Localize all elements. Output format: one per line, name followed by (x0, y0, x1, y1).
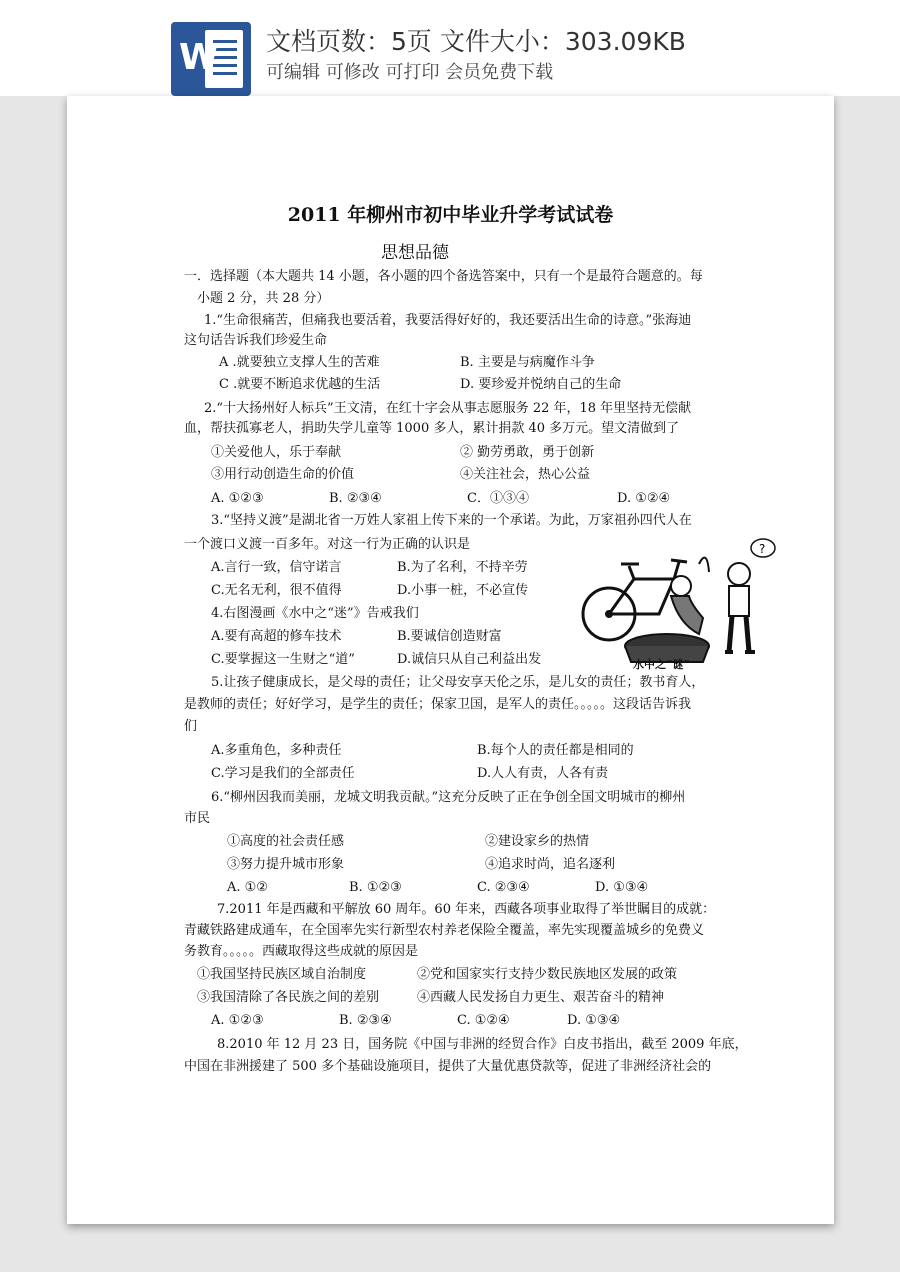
doc-line: B. ①②③ (349, 880, 402, 895)
doc-line: 1.“生命很痛苦，但痛我也要活着，我要活得好好的，我还要活出生命的诗意。”张海迪 (204, 313, 692, 328)
doc-line: A. ①②③ (211, 1013, 264, 1028)
svg-text:?: ? (759, 542, 766, 556)
doc-line: ①我国坚持民族区域自治制度 (197, 967, 367, 982)
doc-line: ② 勤劳勇敢，勇于创新 (460, 445, 595, 460)
doc-line: 8.2010 年 12 月 23 日，国务院《中国与非洲的经贸合作》白皮书指出，截至 2009 年底， (217, 1037, 748, 1052)
doc-line: 们 (184, 719, 198, 734)
doc-line: C.要掌握这一生财之“道” (211, 652, 355, 667)
doc-line: 小题 2 分，共 28 分） (197, 291, 330, 306)
doc-line: A.要有高超的修车技术 (211, 629, 342, 644)
doc-line: C.学习是我们的全部责任 (211, 766, 355, 781)
doc-line: ④追求时尚，追名逐利 (485, 857, 616, 872)
doc-line: C. ①②④ (457, 1013, 510, 1028)
doc-line: D. 要珍爱并悦纳自己的生命 (460, 377, 622, 392)
doc-line: ④关注社会，热心公益 (460, 467, 591, 482)
doc-line: 市民 (184, 811, 211, 826)
doc-line: ②建设家乡的热情 (485, 834, 590, 849)
doc-line: C .就要不断追求优越的生活 (219, 377, 381, 392)
doc-line: B. ②③④ (339, 1013, 392, 1028)
word-letter: W (179, 37, 219, 78)
doc-line: D.人人有责，人各有责 (477, 766, 609, 781)
doc-line: 青藏铁路建成通车，在全国率先实行新型农村养老保险全覆盖，率先实现覆盖城乡的免费义 (184, 923, 705, 938)
doc-line: 一个渡口义渡一百多年。对这一行为正确的认识是 (184, 537, 471, 552)
word-doc-icon (171, 22, 251, 96)
doc-line: B.每个人的责任都是相同的 (477, 743, 634, 758)
doc-line: D.小事一桩，不必宣传 (397, 583, 529, 598)
doc-line: ③努力提升城市形象 (227, 857, 345, 872)
doc-line: 中国在非洲援建了 500 多个基础设施项目，提供了大量优惠贷款等，促进了非洲经济社会的 (184, 1059, 712, 1074)
doc-line: A.多重角色，多种责任 (211, 743, 342, 758)
doc-line: 血，帮扶孤寡老人，捐助失学儿童等 1000 多人，累计捐款 40 多万元。望文清做到了 (184, 421, 680, 436)
doc-line: C.无名无利，很不值得 (211, 583, 342, 598)
doc-line: ②党和国家实行支持少数民族地区发展的政策 (417, 967, 678, 982)
doc-line: ④西藏人民发扬自力更生、艰苦奋斗的精神 (417, 990, 665, 1005)
exam-subject: 思想品德 (381, 243, 449, 263)
doc-line: B. 主要是与病魔作斗争 (460, 355, 595, 370)
doc-line: A.言行一致，信守诺言 (211, 560, 342, 575)
doc-line: 5.让孩子健康成长，是父母的责任；让父母安享天伦之乐，是儿女的责任；教书育人， (211, 675, 705, 690)
doc-line: A .就要独立支撑人生的苦难 (219, 355, 380, 370)
cartoon-illustration (579, 534, 779, 674)
doc-line: C. ②③④ (477, 880, 530, 895)
doc-line: C．①③④ (467, 491, 529, 506)
doc-line: 这句话告诉我们珍爱生命 (184, 333, 328, 348)
doc-line: D. ①③④ (567, 1013, 621, 1028)
doc-line: B.要诚信创造财富 (397, 629, 502, 644)
doc-line: D. ①②④ (617, 491, 671, 506)
doc-line: D. ①③④ (595, 880, 649, 895)
document-page (67, 96, 834, 1224)
doc-line: B.为了名利，不持辛劳 (397, 560, 528, 575)
doc-line: 6.“柳州因我而美丽，龙城文明我贡献。”这充分反映了正在争创全国文明城市的柳州 (211, 790, 686, 805)
doc-line: 3.“坚持义渡”是湖北省一万姓人家祖上传下来的一个承诺。为此，万家祖孙四代人在 (211, 513, 692, 528)
doc-line: 7.2011 年是西藏和平解放 60 周年。60 年来，西藏各项事业取得了举世瞩目的成就： (217, 902, 716, 917)
doc-line: D.诚信只从自己利益出发 (397, 652, 542, 667)
doc-line: ①高度的社会责任感 (227, 834, 345, 849)
doc-line: ①关爱他人，乐于奉献 (211, 445, 342, 460)
doc-line: 务教育。。。。。西藏取得这些成就的原因是 (184, 944, 419, 959)
doc-line: 2.“十大扬州好人标兵”王文清，在红十字会从事志愿服务 22 年，18 年里坚持无偿献 (204, 401, 692, 416)
doc-line: ③我国清除了各民族之间的差别 (197, 990, 380, 1005)
exam-title: 2011 年柳州市初中毕业升学考试试卷 (287, 204, 614, 226)
doc-line: 一．选择题（本大题共 14 小题，各小题的四个备选答案中，只有一个是最符合题意的。每 (184, 269, 703, 284)
file-features: 可编辑 可修改 可打印 会员免费下载 (266, 62, 554, 83)
file-info: 文档页数：5页 文件大小：303.09KB (266, 27, 686, 56)
doc-line: 4.右图漫画《水中之“迷”》告戒我们 (211, 606, 419, 621)
doc-line: ③用行动创造生命的价值 (211, 467, 355, 482)
doc-line: A. ①②③ (211, 491, 264, 506)
doc-line: 是教师的责任；好好学习，是学生的责任；保家卫国，是军人的责任。。。。。这段话告诉我 (184, 697, 692, 712)
download-banner (0, 0, 900, 96)
doc-line: A. ①② (227, 880, 268, 895)
doc-line: B. ②③④ (329, 491, 382, 506)
cartoon-caption: 水中之“谜” (633, 658, 690, 671)
